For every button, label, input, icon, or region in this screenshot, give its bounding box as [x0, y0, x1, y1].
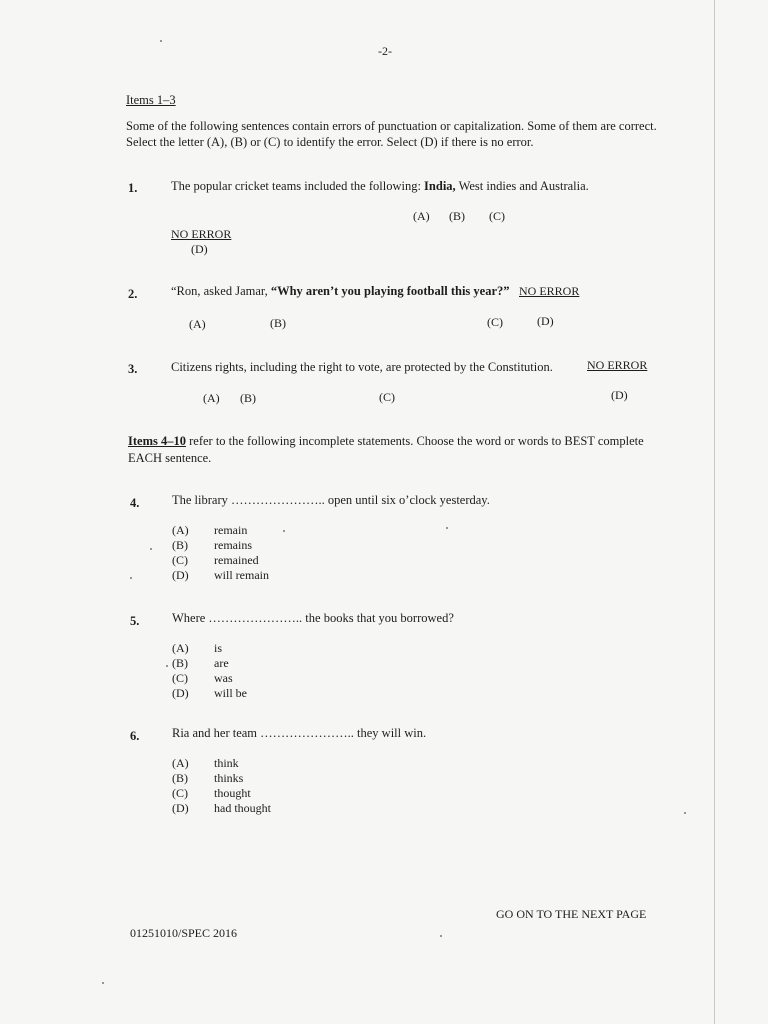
q2-part2: “Why aren’t you playing football this year?”	[270, 284, 510, 298]
option-row	[172, 538, 269, 553]
question-4-options	[172, 523, 269, 583]
question-number: 3.	[128, 362, 138, 376]
question-3-text: Citizens rights, including the right to vote, are protected by the Constitution.	[171, 360, 553, 374]
next-page-note: GO ON TO THE NEXT PAGE	[496, 907, 647, 921]
option-row	[172, 656, 247, 671]
option-row	[172, 771, 271, 786]
scan-speck	[446, 527, 448, 529]
option-label: (C)	[379, 390, 395, 404]
option-text: is	[214, 641, 223, 655]
no-error-label: NO ERROR	[171, 227, 232, 241]
scan-speck	[130, 577, 132, 579]
scan-speck	[102, 982, 104, 984]
scan-speck	[283, 530, 285, 532]
option-letter: (B)	[172, 538, 188, 552]
scan-speck	[160, 40, 162, 42]
option-letter: (C)	[172, 553, 188, 567]
option-letter: (D)	[172, 568, 189, 582]
section2-instructions-rest: refer to the following incomplete statements. Choose the word or words to BEST complete	[189, 434, 644, 448]
question-5-text: Where ………………….. the books that you borrowed?	[172, 611, 454, 625]
question-6-options	[172, 756, 271, 816]
no-error-label: NO ERROR	[519, 284, 580, 298]
question-5-options	[172, 641, 247, 701]
option-label: (B)	[449, 209, 465, 223]
question-number: 4.	[130, 496, 140, 510]
no-error-label: NO ERROR	[587, 358, 648, 372]
option-label: (C)	[489, 209, 505, 223]
section2-instructions	[128, 434, 644, 449]
option-label: (B)	[270, 316, 286, 330]
q1-pre: The popular cricket teams included the following:	[171, 179, 421, 193]
option-text: remain	[214, 523, 248, 537]
option-letter: (B)	[172, 771, 188, 785]
option-letter: (C)	[172, 671, 188, 685]
option-label: (D)	[537, 314, 554, 328]
option-label: (D)	[191, 242, 208, 256]
option-label: (D)	[611, 388, 628, 402]
q1-bold: India,	[424, 179, 456, 193]
option-row	[172, 568, 269, 583]
option-text: are	[214, 656, 229, 670]
option-label: (A)	[203, 391, 220, 405]
scan-speck	[166, 665, 168, 667]
page-edge-line	[714, 0, 715, 1024]
option-text: thought	[214, 786, 251, 800]
q1-post: West indies and Australia.	[458, 179, 589, 193]
option-row	[172, 523, 269, 538]
section1-instructions: Some of the following sentences contain errors of punctuation or capitalization. Some of them are correct. Select the letter (A), (B) or (C) to identify the error. Select (D) if there is no error.	[126, 119, 657, 149]
question-number: 1.	[128, 181, 138, 195]
option-letter: (A)	[172, 641, 189, 655]
option-row	[172, 801, 271, 816]
option-text: think	[214, 756, 239, 770]
option-text: will remain	[214, 568, 269, 582]
document-code: 01251010/SPEC 2016	[130, 926, 238, 940]
option-text: remained	[214, 553, 259, 567]
section2-instructions-line2: EACH sentence.	[128, 451, 212, 465]
scan-speck	[150, 548, 152, 550]
question-6-text: Ria and her team ………………….. they will win.	[172, 726, 427, 740]
section2-heading: Items 4–10	[128, 434, 186, 448]
option-text: had thought	[214, 801, 271, 815]
option-letter: (B)	[172, 656, 188, 670]
question-2-text	[171, 284, 510, 299]
option-letter: (A)	[172, 756, 189, 770]
section1-heading: Items 1–3	[126, 93, 176, 107]
option-label: (A)	[413, 209, 430, 223]
question-number: 2.	[128, 287, 138, 301]
option-label: (A)	[189, 317, 206, 331]
option-row	[172, 553, 269, 568]
question-number: 5.	[130, 614, 140, 628]
question-number: 6.	[130, 729, 140, 743]
option-text: remains	[214, 538, 252, 552]
scan-speck	[440, 935, 442, 937]
option-label: (C)	[487, 315, 503, 329]
option-text: thinks	[214, 771, 244, 785]
option-row	[172, 686, 247, 701]
option-text: was	[214, 671, 233, 685]
question-1-text	[171, 179, 589, 194]
option-text: will be	[214, 686, 247, 700]
question-4-text: The library ………………….. open until six o’clock yesterday.	[172, 493, 490, 507]
option-row	[172, 641, 247, 656]
option-letter: (D)	[172, 686, 189, 700]
option-row	[172, 756, 271, 771]
option-row	[172, 786, 271, 801]
option-row	[172, 671, 247, 686]
page-number: -2-	[378, 44, 392, 58]
option-letter: (C)	[172, 786, 188, 800]
option-letter: (A)	[172, 523, 189, 537]
option-label: (B)	[240, 391, 256, 405]
option-letter: (D)	[172, 801, 189, 815]
scan-speck	[684, 812, 686, 814]
q2-part1: “Ron, asked Jamar,	[171, 284, 268, 298]
